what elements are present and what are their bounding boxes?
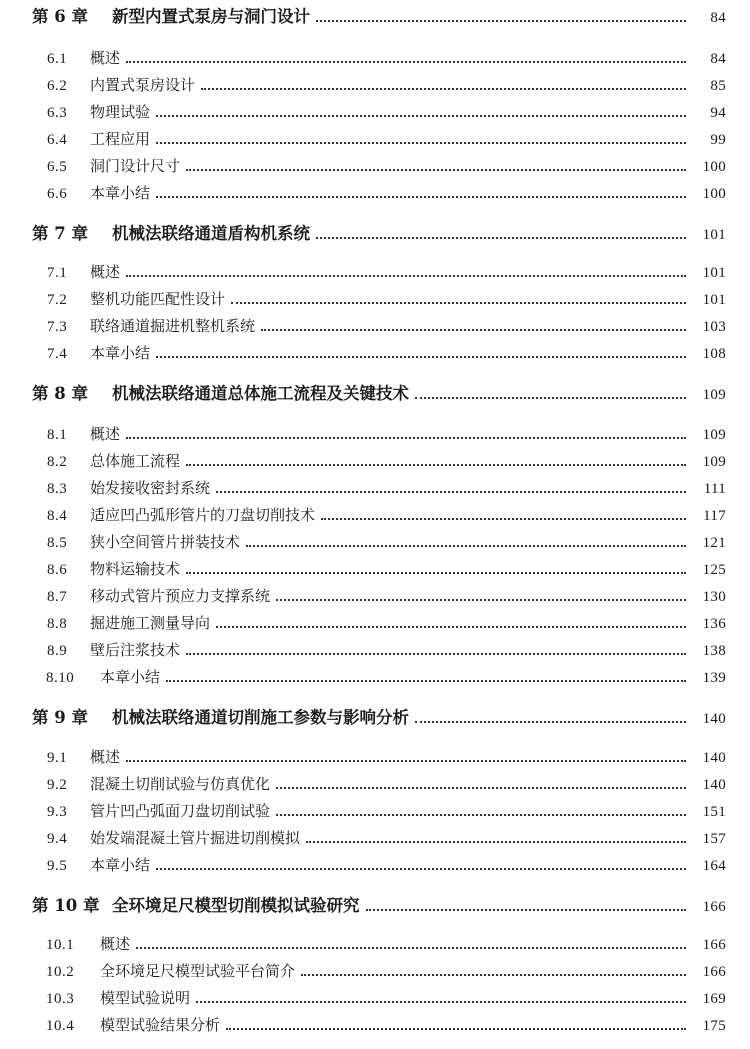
section-number: 6.4 bbox=[47, 132, 68, 148]
section-number: 6.1 bbox=[47, 51, 68, 67]
page-number: 84 bbox=[710, 51, 726, 67]
section-number: 9.1 bbox=[47, 750, 68, 766]
toc-section-entry bbox=[0, 985, 750, 1009]
dot-leader bbox=[415, 397, 686, 399]
toc-section-entry bbox=[0, 153, 750, 177]
chapter-title: 机械法联络通道总体施工流程及关键技术 bbox=[112, 384, 409, 403]
chapter-number: 第 6 章 bbox=[32, 7, 88, 26]
page-number: 130 bbox=[702, 589, 726, 605]
page-number: 136 bbox=[702, 616, 726, 632]
section-number: 6.2 bbox=[47, 78, 68, 94]
section-title: 概述 bbox=[100, 935, 131, 953]
toc-chapter-entry bbox=[0, 4, 750, 28]
dot-leader bbox=[276, 814, 686, 816]
section-title: 洞门设计尺寸 bbox=[90, 157, 181, 175]
section-number: 8.10 bbox=[46, 670, 75, 686]
toc-section-entry bbox=[0, 610, 750, 634]
page-number: 99 bbox=[710, 132, 726, 148]
dot-leader bbox=[186, 169, 686, 171]
dot-leader bbox=[186, 653, 686, 655]
dot-leader bbox=[226, 1028, 686, 1030]
page-number: 151 bbox=[702, 804, 726, 820]
section-number: 8.7 bbox=[47, 589, 68, 605]
toc-section-entry bbox=[0, 931, 750, 955]
chapter-number: 第 9 章 bbox=[32, 708, 88, 727]
dot-leader bbox=[156, 115, 686, 117]
section-number: 6.6 bbox=[47, 186, 68, 202]
toc-section-entry bbox=[0, 958, 750, 982]
section-number: 7.3 bbox=[47, 319, 68, 335]
page-number: 166 bbox=[702, 964, 726, 980]
section-title: 内置式泵房设计 bbox=[90, 76, 196, 94]
section-number: 8.9 bbox=[47, 643, 68, 659]
page-number: 166 bbox=[702, 937, 726, 953]
toc-section-entry bbox=[0, 771, 750, 795]
toc-section-entry bbox=[0, 825, 750, 849]
section-title: 始发端混凝土管片掘进切削模拟 bbox=[90, 829, 301, 847]
page-number: 100 bbox=[702, 159, 726, 175]
dot-leader bbox=[216, 491, 686, 493]
section-number: 9.5 bbox=[47, 858, 68, 874]
toc-chapter-entry bbox=[0, 381, 750, 405]
section-number: 7.4 bbox=[47, 346, 68, 362]
chapter-number: 第 8 章 bbox=[32, 384, 88, 403]
page-number: 175 bbox=[702, 1018, 726, 1034]
section-title: 适应凹凸弧形管片的刀盘切削技术 bbox=[90, 506, 316, 524]
page-number: 108 bbox=[702, 346, 726, 362]
section-number: 8.3 bbox=[47, 481, 68, 497]
section-number: 9.4 bbox=[47, 831, 68, 847]
section-title: 模型试验说明 bbox=[100, 989, 191, 1007]
toc-section-entry bbox=[0, 744, 750, 768]
section-title: 本章小结 bbox=[90, 184, 151, 202]
toc-section-entry bbox=[0, 583, 750, 607]
toc-section-entry bbox=[0, 421, 750, 445]
page-number: 166 bbox=[702, 899, 726, 915]
page-number: 101 bbox=[702, 227, 726, 243]
section-number: 10.2 bbox=[46, 964, 75, 980]
chapter-number: 第 7 章 bbox=[32, 224, 88, 243]
dot-leader bbox=[166, 680, 686, 682]
toc-section-entry bbox=[0, 1012, 750, 1036]
page-number: 84 bbox=[710, 10, 726, 26]
section-number: 9.3 bbox=[47, 804, 68, 820]
chapter-title: 新型内置式泵房与洞门设计 bbox=[112, 7, 310, 26]
section-title: 整机功能匹配性设计 bbox=[90, 290, 226, 308]
dot-leader bbox=[276, 599, 686, 601]
toc-section-entry bbox=[0, 126, 750, 150]
page-number: 117 bbox=[703, 508, 726, 524]
section-title: 本章小结 bbox=[90, 856, 151, 874]
page-number: 101 bbox=[702, 292, 726, 308]
section-title: 狭小空间管片拼装技术 bbox=[90, 533, 241, 551]
toc-section-entry bbox=[0, 798, 750, 822]
dot-leader bbox=[186, 464, 686, 466]
section-title: 概述 bbox=[90, 748, 121, 766]
dot-leader bbox=[156, 142, 686, 144]
page-number: 164 bbox=[702, 858, 726, 874]
dot-leader bbox=[316, 20, 686, 22]
section-title: 本章小结 bbox=[90, 344, 151, 362]
toc-section-entry bbox=[0, 99, 750, 123]
page-number: 109 bbox=[702, 427, 726, 443]
section-number: 8.4 bbox=[47, 508, 68, 524]
section-number: 7.1 bbox=[47, 265, 68, 281]
section-title: 物理试验 bbox=[90, 103, 151, 121]
section-number: 8.6 bbox=[47, 562, 68, 578]
dot-leader bbox=[126, 275, 686, 277]
dot-leader bbox=[156, 868, 686, 870]
section-number: 10.1 bbox=[46, 937, 75, 953]
dot-leader bbox=[126, 760, 686, 762]
section-title: 模型试验结果分析 bbox=[100, 1016, 221, 1034]
section-title: 工程应用 bbox=[90, 130, 151, 148]
section-number: 10.4 bbox=[46, 1018, 75, 1034]
section-title: 联络通道掘进机整机系统 bbox=[90, 317, 256, 335]
section-title: 管片凹凸弧面刀盘切削试验 bbox=[90, 802, 271, 820]
dot-leader bbox=[366, 909, 687, 911]
toc-section-entry bbox=[0, 852, 750, 876]
chapter-title: 机械法联络通道盾构机系统 bbox=[112, 224, 310, 243]
page-number: 85 bbox=[710, 78, 726, 94]
section-title: 掘进施工测量导向 bbox=[90, 614, 211, 632]
section-number: 6.3 bbox=[47, 105, 68, 121]
section-title: 概述 bbox=[90, 425, 121, 443]
section-number: 8.2 bbox=[47, 454, 68, 470]
section-title: 总体施工流程 bbox=[90, 452, 181, 470]
dot-leader bbox=[216, 626, 686, 628]
section-number: 9.2 bbox=[47, 777, 68, 793]
dot-leader bbox=[201, 88, 686, 90]
section-number: 8.8 bbox=[47, 616, 68, 632]
dot-leader bbox=[321, 518, 686, 520]
toc-section-entry bbox=[0, 637, 750, 661]
page-number: 125 bbox=[702, 562, 726, 578]
section-title: 移动式管片预应力支撑系统 bbox=[90, 587, 271, 605]
section-number: 6.5 bbox=[47, 159, 68, 175]
page-number: 169 bbox=[702, 991, 726, 1007]
section-number: 10.3 bbox=[46, 991, 75, 1007]
toc-section-entry bbox=[0, 72, 750, 96]
page-number: 100 bbox=[702, 186, 726, 202]
toc-section-entry bbox=[0, 180, 750, 204]
dot-leader bbox=[246, 545, 686, 547]
chapter-title: 机械法联络通道切削施工参数与影响分析 bbox=[112, 708, 409, 727]
chapter-number: 第 10 章 bbox=[32, 896, 100, 915]
toc-section-entry bbox=[0, 448, 750, 472]
dot-leader bbox=[186, 572, 686, 574]
page-number: 140 bbox=[702, 750, 726, 766]
page-number: 109 bbox=[702, 387, 726, 403]
toc-section-entry bbox=[0, 664, 750, 688]
dot-leader bbox=[156, 196, 686, 198]
toc-chapter-entry bbox=[0, 705, 750, 729]
section-number: 7.2 bbox=[47, 292, 68, 308]
dot-leader bbox=[316, 237, 686, 239]
section-title: 始发接收密封系统 bbox=[90, 479, 211, 497]
dot-leader bbox=[231, 302, 686, 304]
section-title: 壁后注浆技术 bbox=[90, 641, 181, 659]
dot-leader bbox=[156, 356, 686, 358]
section-number: 8.5 bbox=[47, 535, 68, 551]
dot-leader bbox=[261, 329, 686, 331]
dot-leader bbox=[126, 61, 686, 63]
dot-leader bbox=[136, 947, 686, 949]
page-number: 94 bbox=[710, 105, 726, 121]
section-title: 本章小结 bbox=[100, 668, 161, 686]
dot-leader bbox=[301, 974, 686, 976]
page-number: 109 bbox=[702, 454, 726, 470]
dot-leader bbox=[415, 721, 686, 723]
section-title: 概述 bbox=[90, 263, 121, 281]
section-title: 混凝土切削试验与仿真优化 bbox=[90, 775, 271, 793]
page-number: 138 bbox=[702, 643, 726, 659]
toc-chapter-entry bbox=[0, 221, 750, 245]
section-title: 全环境足尺模型试验平台简介 bbox=[100, 962, 296, 980]
section-title: 概述 bbox=[90, 49, 121, 67]
toc-section-entry bbox=[0, 502, 750, 526]
toc-section-entry bbox=[0, 286, 750, 310]
page-number: 140 bbox=[702, 777, 726, 793]
toc-section-entry bbox=[0, 45, 750, 69]
chapter-title: 全环境足尺模型切削模拟试验研究 bbox=[112, 896, 360, 915]
section-title: 物料运输技术 bbox=[90, 560, 181, 578]
page-number: 121 bbox=[702, 535, 726, 551]
page-number: 101 bbox=[702, 265, 726, 281]
dot-leader bbox=[276, 787, 686, 789]
page-number: 103 bbox=[702, 319, 726, 335]
dot-leader bbox=[196, 1001, 686, 1003]
toc-section-entry bbox=[0, 340, 750, 364]
section-number: 8.1 bbox=[47, 427, 68, 443]
toc-section-entry bbox=[0, 313, 750, 337]
toc-section-entry bbox=[0, 259, 750, 283]
page-number: 140 bbox=[702, 711, 726, 727]
dot-leader bbox=[306, 841, 686, 843]
toc-section-entry bbox=[0, 529, 750, 553]
dot-leader bbox=[126, 437, 686, 439]
toc-chapter-entry bbox=[0, 893, 750, 917]
page-number: 139 bbox=[702, 670, 726, 686]
toc-section-entry bbox=[0, 475, 750, 499]
page-number: 157 bbox=[702, 831, 726, 847]
page-number: 111 bbox=[703, 481, 726, 497]
toc-section-entry bbox=[0, 556, 750, 580]
